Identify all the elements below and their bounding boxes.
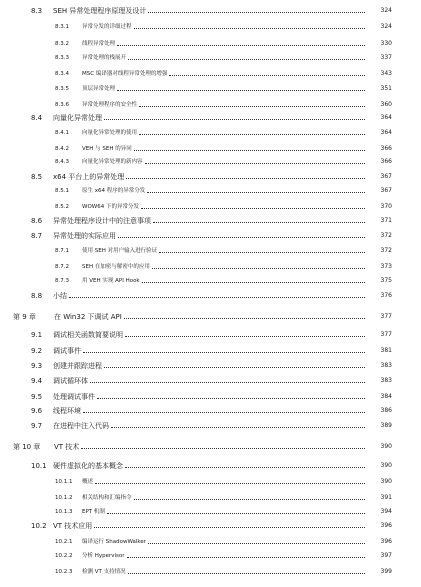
toc-entry-title: 异常处理的实际应用 bbox=[53, 232, 116, 240]
toc-entry-title: 异常处理程序的安全性 bbox=[82, 102, 138, 108]
toc-entry-number: 9.4 bbox=[31, 377, 43, 385]
toc-entry-title: WOW64 下的异常分发 bbox=[82, 204, 139, 210]
toc-entry-title: 调试循环体 bbox=[53, 377, 88, 385]
toc-entry-title: SEH 异常处理程序原理及设计 bbox=[53, 7, 147, 15]
toc-entry-number: 8.4.3 bbox=[55, 159, 69, 165]
toc-page-number: 390 bbox=[380, 462, 392, 469]
toc-entry-number: 8.4 bbox=[31, 114, 43, 122]
toc-entry-title: 异常分发的详细过程 bbox=[82, 24, 132, 30]
toc-entry-title: 相关结构和汇编指令 bbox=[82, 495, 132, 501]
toc-page-number: 372 bbox=[380, 247, 392, 254]
toc-entry-number: 9.5 bbox=[31, 393, 43, 401]
toc-page-number: 394 bbox=[380, 508, 392, 515]
toc-page-number: 397 bbox=[380, 552, 392, 559]
toc-page-number: 396 bbox=[380, 522, 392, 529]
toc-page-number: 367 bbox=[380, 187, 392, 194]
toc-dot-leader bbox=[107, 513, 365, 514]
toc-entry-number: 10.2.1 bbox=[55, 539, 73, 545]
toc-entry-title: VEH 与 SEH 的异同 bbox=[82, 146, 132, 152]
toc-entry-title: x64 平台上的异常处理 bbox=[53, 173, 125, 181]
toc-entry-number: 10.2.2 bbox=[55, 553, 73, 559]
toc-dot-leader bbox=[95, 483, 365, 484]
toc-entry-title: 分析 Hypervisor bbox=[82, 553, 125, 559]
toc-page-number: 351 bbox=[380, 85, 392, 92]
toc-dot-leader bbox=[104, 119, 365, 120]
toc-entry-title: EPT 机制 bbox=[82, 509, 105, 515]
toc-page-number: 391 bbox=[380, 494, 392, 501]
toc-entry-number: 10.1 bbox=[31, 462, 47, 470]
toc-dot-leader bbox=[139, 134, 365, 135]
toc-page-number: 324 bbox=[380, 23, 392, 30]
toc-page-number: 386 bbox=[380, 407, 392, 414]
toc-entry-title: MSC 编译器对线程异常处理的增强 bbox=[82, 71, 168, 77]
toc-entry-title: 原生 x64 程序的异常分发 bbox=[82, 188, 146, 194]
toc-entry-title: 线程异常处理 bbox=[82, 41, 116, 47]
toc-entry-title: 向量化异常处理的新内容 bbox=[82, 159, 143, 165]
toc-entry-number: 9.1 bbox=[31, 331, 43, 339]
toc-entry-number: 8.5.2 bbox=[55, 204, 69, 210]
toc-entry-number: 8.3.2 bbox=[55, 41, 69, 47]
toc-page-number: 399 bbox=[380, 568, 392, 575]
toc-entry-number: 9.2 bbox=[31, 347, 43, 355]
toc-page-number: 373 bbox=[380, 263, 392, 270]
toc-page-number: 376 bbox=[380, 292, 392, 299]
toc-page-number: 330 bbox=[380, 40, 392, 47]
toc-page-number: 396 bbox=[380, 538, 392, 545]
toc-entry-title: 向量化异常处理 bbox=[53, 114, 102, 122]
toc-entry-number: 8.8 bbox=[31, 292, 43, 300]
toc-dot-leader bbox=[159, 252, 365, 253]
toc-page-number: 375 bbox=[380, 277, 392, 284]
toc-dot-leader bbox=[147, 192, 365, 193]
toc-entry-title: 向量化异常处理的使用 bbox=[82, 130, 138, 136]
toc-page-number: 372 bbox=[380, 232, 392, 239]
toc-dot-leader bbox=[127, 557, 365, 558]
toc-page-number: 367 bbox=[380, 173, 392, 180]
toc-entry-title: VT 技术应用 bbox=[53, 522, 93, 530]
toc-dot-leader bbox=[153, 222, 365, 223]
toc-entry-number: 8.6 bbox=[31, 217, 43, 225]
toc-entry-number: 8.3.3 bbox=[55, 55, 69, 61]
toc-dot-leader bbox=[148, 12, 365, 13]
toc-page-number: 390 bbox=[380, 443, 392, 450]
toc-entry-title: SEH 在加密与解密中的应用 bbox=[82, 264, 150, 270]
toc-page-number: 324 bbox=[380, 7, 392, 14]
toc-dot-leader bbox=[124, 318, 365, 319]
toc-entry-title: VT 技术 bbox=[54, 443, 80, 451]
toc-entry-number: 9.3 bbox=[31, 362, 43, 370]
toc-entry-title: 处理调试事件 bbox=[53, 393, 95, 401]
toc-entry-title: 使用 SEH 对用户输入进行验证 bbox=[82, 248, 158, 254]
toc-entry-number: 第 9 章 bbox=[13, 313, 36, 321]
toc-entry-number: 8.4.1 bbox=[55, 130, 69, 136]
toc-dot-leader bbox=[111, 427, 365, 428]
toc-page-number: 364 bbox=[380, 114, 392, 121]
toc-page-number: 377 bbox=[380, 331, 392, 338]
toc-entry-number: 9.7 bbox=[31, 422, 43, 430]
toc-entry-number: 10.1.1 bbox=[55, 479, 73, 485]
toc-page-number: 381 bbox=[380, 347, 392, 354]
toc-dot-leader bbox=[128, 59, 365, 60]
toc-entry-number: 10.2 bbox=[31, 522, 47, 530]
toc-page-number: 390 bbox=[380, 478, 392, 485]
toc-entry-number: 8.3 bbox=[31, 7, 43, 15]
toc-dot-leader bbox=[134, 499, 365, 500]
toc-page-number: 343 bbox=[380, 70, 392, 77]
toc-entry-title: 异常处理程序设计中的注意事项 bbox=[53, 217, 151, 225]
toc-page-number: 383 bbox=[380, 377, 392, 384]
toc-entry-title: 调试事件 bbox=[53, 347, 81, 355]
toc-dot-leader bbox=[83, 352, 365, 353]
toc-entry-number: 8.7.2 bbox=[55, 264, 69, 270]
toc-dot-leader bbox=[169, 75, 365, 76]
toc-entry-title: 在进程中注入代码 bbox=[53, 422, 109, 430]
toc-dot-leader bbox=[148, 543, 365, 544]
toc-entry-title: 概述 bbox=[82, 479, 94, 485]
toc-entry-number: 8.3.6 bbox=[55, 102, 69, 108]
toc-dot-leader bbox=[104, 367, 365, 368]
toc-dot-leader bbox=[125, 467, 365, 468]
toc-entry-number: 8.3.5 bbox=[55, 86, 69, 92]
toc-dot-leader bbox=[139, 106, 365, 107]
toc-entry-title: 在 Win32 下调试 API bbox=[54, 313, 122, 321]
toc-entry-title: 调试相关函数简要说明 bbox=[53, 331, 123, 339]
toc-dot-leader bbox=[117, 90, 365, 91]
toc-entry-number: 8.5 bbox=[31, 173, 43, 181]
toc-page-number: 370 bbox=[380, 203, 392, 210]
toc-dot-leader bbox=[125, 336, 365, 337]
toc-dot-leader bbox=[90, 382, 365, 383]
toc-dot-leader bbox=[141, 208, 365, 209]
toc-entry-number: 8.7.3 bbox=[55, 278, 69, 284]
toc-entry-number: 8.7.1 bbox=[55, 248, 69, 254]
toc-entry-title: 异常处理的栈展开 bbox=[82, 55, 127, 61]
toc-entry-number: 8.3.4 bbox=[55, 71, 69, 77]
toc-entry-title: 编译运行 ShadowWalker bbox=[82, 539, 147, 545]
toc-dot-leader bbox=[126, 178, 365, 179]
toc-page-number: 383 bbox=[380, 362, 392, 369]
toc-page-number: 366 bbox=[380, 145, 392, 152]
toc-entry-title: 硬件虚拟化的基本概念 bbox=[53, 462, 123, 470]
toc-entry-number: 8.5.1 bbox=[55, 188, 69, 194]
toc-entry-number: 8.4.2 bbox=[55, 146, 69, 152]
toc-dot-leader bbox=[142, 282, 365, 283]
toc-dot-leader bbox=[117, 45, 365, 46]
toc-dot-leader bbox=[134, 28, 365, 29]
toc-page-number: 364 bbox=[380, 129, 392, 136]
toc-page-number: 389 bbox=[380, 422, 392, 429]
toc-dot-leader bbox=[152, 268, 365, 269]
toc-page-number: 384 bbox=[380, 393, 392, 400]
toc-page-number: 371 bbox=[380, 217, 392, 224]
toc-entry-title: 顶层异常处理 bbox=[82, 86, 116, 92]
toc-entry-number: 10.2.3 bbox=[55, 569, 73, 575]
toc-dot-leader bbox=[134, 150, 365, 151]
toc-dot-leader bbox=[83, 412, 365, 413]
toc-entry-number: 9.6 bbox=[31, 407, 43, 415]
toc-entry-title: 小结 bbox=[53, 292, 67, 300]
toc-entry-title: 创建并跟踪进程 bbox=[53, 362, 102, 370]
toc-dot-leader bbox=[81, 448, 365, 449]
toc-page-number: 337 bbox=[380, 54, 392, 61]
toc-entry-title: 线程环境 bbox=[53, 407, 81, 415]
toc-entry-number: 8.3.1 bbox=[55, 24, 69, 30]
toc-dot-leader bbox=[118, 237, 365, 238]
toc-dot-leader bbox=[128, 573, 365, 574]
toc-entry-number: 第 10 章 bbox=[13, 443, 41, 451]
toc-dot-leader bbox=[69, 297, 365, 298]
toc-page-number: 366 bbox=[380, 158, 392, 165]
toc-dot-leader bbox=[94, 527, 365, 528]
toc-entry-number: 8.7 bbox=[31, 232, 43, 240]
toc-dot-leader bbox=[145, 163, 365, 164]
toc-entry-number: 10.1.3 bbox=[55, 509, 73, 515]
toc-page-number: 377 bbox=[380, 313, 392, 320]
toc-page-number: 360 bbox=[380, 101, 392, 108]
toc-entry-number: 10.1.2 bbox=[55, 495, 73, 501]
toc-entry-title: 检测 VT 支持情况 bbox=[82, 569, 126, 575]
toc-dot-leader bbox=[97, 398, 365, 399]
toc-entry-title: 用 VEH 实现 API Hook bbox=[82, 278, 140, 284]
